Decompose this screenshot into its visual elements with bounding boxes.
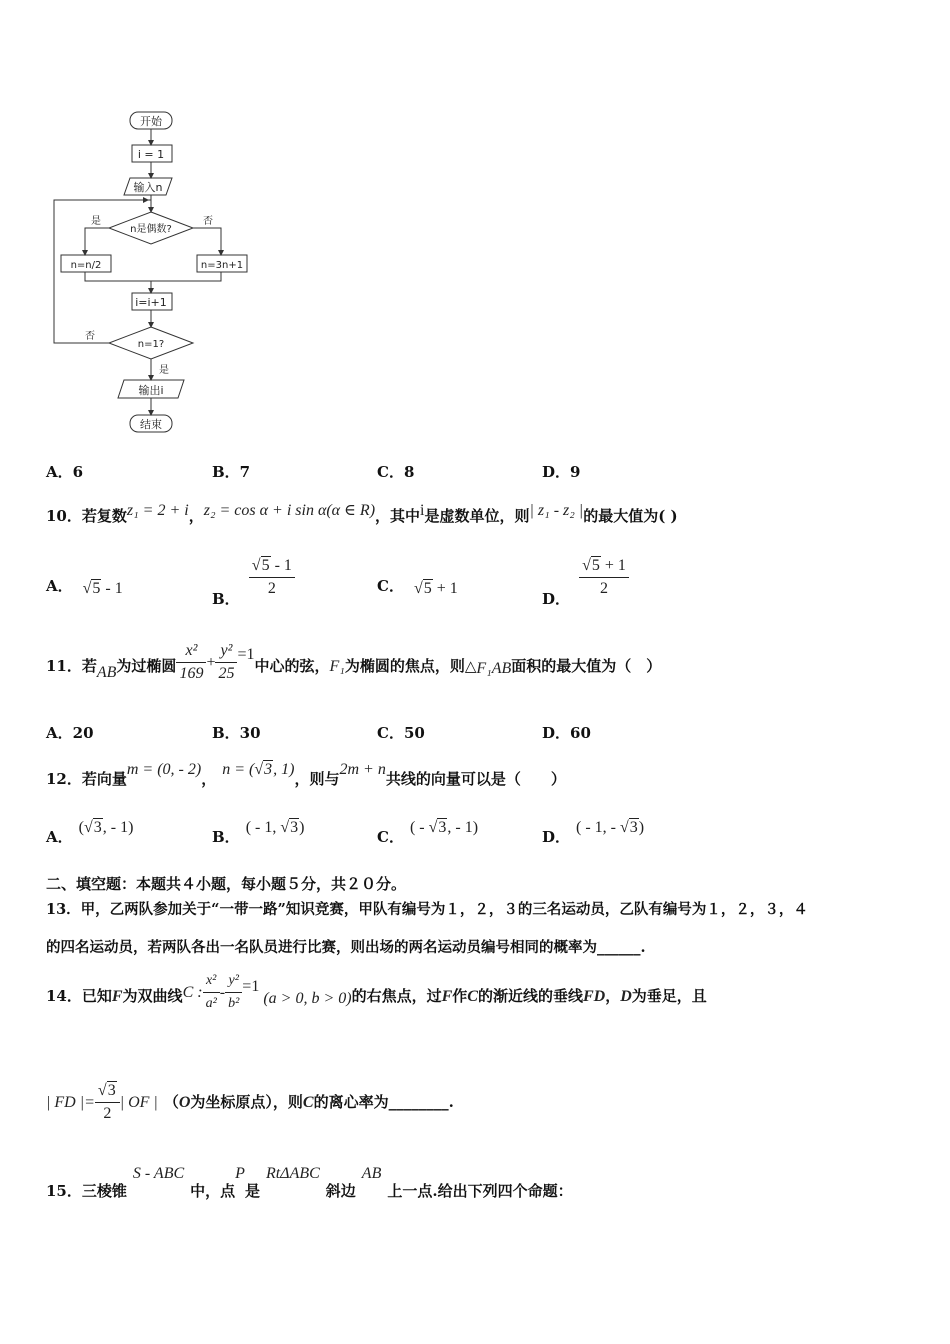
question-14 <box>46 970 707 1015</box>
q12-label-a: A． <box>46 828 73 846</box>
q11-t3: 为椭圆的焦点，则△ <box>344 657 477 675</box>
q10-tail: 的最大值为( ) <box>583 507 678 525</box>
flowchart-even-label: n=n/2 <box>70 260 102 271</box>
q14-y2: y² <box>225 970 242 993</box>
q14-o: O <box>178 1094 191 1111</box>
q9-option-c: C．8 <box>377 463 415 481</box>
flowchart-start-label: 开始 <box>140 115 162 128</box>
question-12: 12．若向量m = (0, - 2)，n = (√3, 1)，则与2m + n共线的向量可以是（ ） <box>46 761 566 788</box>
q12-b-radicand: 3 <box>290 819 299 836</box>
q12-label-d: D． <box>542 828 571 846</box>
flowchart-cond1-label: n是偶数? <box>130 224 172 235</box>
q14-x2: x² <box>203 970 220 993</box>
q14-t7: （ <box>163 1093 179 1111</box>
q14-t2: 的右焦点，过 <box>351 987 442 1005</box>
q12-b-post: ) <box>299 819 305 836</box>
q14-t3: 作 <box>452 987 468 1005</box>
q10-option-a: A． √5 - 1 <box>46 577 123 597</box>
q14-c: C : <box>182 984 203 1001</box>
q12-expr: 2m + n <box>339 761 386 778</box>
flowchart-end-label: 结束 <box>140 418 162 431</box>
q14-c3: C <box>302 1094 314 1111</box>
q14-d: D <box>620 988 632 1005</box>
q10-label-b: B． <box>212 590 240 608</box>
q14-f2: F <box>441 988 453 1005</box>
q10-d-rest: + 1 <box>600 557 626 574</box>
flowchart-cond2-label: n=1? <box>137 339 165 350</box>
q12-d-radicand: 3 <box>629 819 638 836</box>
q10-i: i <box>420 502 425 519</box>
q12-n-radicand: 3 <box>264 761 273 778</box>
q10-option-c: C． √5 + 1 <box>377 577 458 597</box>
q11-f1: F₁ <box>329 658 345 675</box>
q11-den1: 169 <box>179 665 204 682</box>
q13-line-1: 13．甲，乙两队参加关于“一带一路”知识竞赛，甲队有编号为１，２，３的三名运动员，乙队有编号为１，２，３，４ <box>46 901 808 918</box>
q10-z1: z₁ = 2 + i <box>126 502 189 519</box>
q10-b-radicand: 5 <box>261 557 270 574</box>
q10-d-den: 2 <box>600 580 609 597</box>
q12-a-radicand: 3 <box>93 819 102 836</box>
q10-c-radicand: 5 <box>423 580 432 597</box>
flowchart <box>40 105 280 440</box>
flowchart-odd-label: n=3n+1 <box>200 260 244 271</box>
flowchart-yes1-label: 是 <box>91 216 101 227</box>
q14-t8: 为坐标原点），则 <box>190 1093 303 1111</box>
q10-d-radicand: 5 <box>591 557 600 574</box>
q14-c2: C <box>467 988 478 1005</box>
q13-line-2: 的四名运动员，若两队各出一名队员进行比赛，则出场的两名运动员编号相同的概率为______. <box>46 939 646 956</box>
q15-number: 15．三棱锥 <box>46 1182 127 1200</box>
q11-plus: + <box>206 654 216 671</box>
q14-cond: (a > 0, b > 0) <box>263 990 352 1007</box>
q12-n-pre: n = ( <box>222 761 255 778</box>
q15-ab: AB <box>361 1165 382 1182</box>
q14-t6: 为垂足，且 <box>631 987 707 1005</box>
question-11 <box>46 640 661 685</box>
q14-fd-label: FD <box>582 988 606 1005</box>
section-2-heading: 二、填空题：本题共４小题，每小题５分，共２０分。 <box>46 875 407 893</box>
q12-d-post: ) <box>638 819 645 836</box>
q12-label-b: B． <box>212 828 240 846</box>
q14-t1: 为双曲线 <box>122 987 183 1005</box>
q14-two: 2 <box>103 1105 112 1122</box>
q12-a-post: , - 1) <box>102 819 134 836</box>
q10-b-rest: - 1 <box>270 557 292 574</box>
q11-option-b: B．30 <box>212 724 261 742</box>
question-15 <box>46 1162 573 1200</box>
q12-m: m = (0, - 2) <box>126 761 202 778</box>
q10-mid: ，其中 <box>375 507 421 525</box>
q12-comma: ， <box>201 770 217 788</box>
q12-label-c: C． <box>377 828 404 846</box>
q12-n-post: , 1) <box>273 761 295 778</box>
q10-label-c: C． <box>377 577 404 595</box>
q14-t5: ， <box>605 987 621 1005</box>
q14-t9: 的离心率为________. <box>313 1093 454 1111</box>
q10-a-rest: - 1 <box>101 580 123 597</box>
q15-sabc: S - ABC <box>132 1165 185 1182</box>
q12-option-b: B．( - 1, √3) <box>212 819 305 846</box>
q11-eq: =1 <box>237 646 255 663</box>
q14-a2: a² <box>205 996 217 1011</box>
q15-t1: 中，点 <box>190 1182 236 1200</box>
q10-abs: | z₁ - z₂ | <box>529 502 584 519</box>
flowchart-no2-label: 否 <box>85 331 95 342</box>
q14-b2: b² <box>228 996 240 1011</box>
q10-c-rest: + 1 <box>432 580 458 597</box>
q15-t3: 斜边 <box>325 1182 356 1200</box>
q11-ab: AB <box>96 664 117 681</box>
q14-sqrt3: 3 <box>107 1082 116 1099</box>
q12-t2: 共线的向量可以是（ ） <box>385 770 566 788</box>
q10-z2: z₂ = cos α + i sin α(α ∈ R) <box>203 502 376 519</box>
q12-t1: ，则与 <box>294 770 340 788</box>
q15-t2: 是 <box>244 1182 260 1200</box>
q10-b-den: 2 <box>267 580 276 597</box>
q14-fd: | FD |= <box>46 1094 95 1111</box>
q9-option-d: D．9 <box>542 463 581 481</box>
q9-option-b: B．7 <box>212 463 251 481</box>
q12-option-a: A．(√3, - 1) <box>46 819 134 846</box>
q14-f: F <box>111 988 123 1005</box>
q9-option-a: A．6 <box>46 463 84 481</box>
q14-minus: - <box>219 984 226 1001</box>
q11-y2: y² <box>215 640 237 663</box>
q12-c-post: , - 1) <box>447 819 479 836</box>
q12-c-pre: ( - <box>409 819 429 836</box>
q10-mid2: 是虚数单位，则 <box>424 507 530 525</box>
q10-option-d: D． $\frac{√5 + 1}{2}$ <box>542 555 629 600</box>
q11-t1: 为过椭圆 <box>116 657 177 675</box>
q11-option-c: C．50 <box>377 724 425 742</box>
q12-option-d: D．( - 1, - √3) <box>542 819 645 846</box>
q11-t4: 面积的最大值为（ ） <box>511 657 662 675</box>
q12-option-c: C．( - √3, - 1) <box>377 819 479 846</box>
question-10 <box>46 500 678 526</box>
q12-number: 12．若向量 <box>46 770 127 788</box>
q10-label-a: A． <box>46 577 73 595</box>
q10-number: 10．若复数 <box>46 507 127 525</box>
q14-line-2: | FD |= $\frac{√3}{2}$ | OF | （O为坐标原点），则C的离心率为________. <box>46 1080 454 1125</box>
q11-option-a: A．20 <box>46 724 94 742</box>
q12-b-pre: ( - 1, <box>245 819 281 836</box>
q12-d-pre: ( - 1, - <box>576 819 620 836</box>
q10-option-b: B． $\frac{√5 - 1}{2}$ <box>212 555 295 600</box>
q14-eq: =1 <box>242 978 260 995</box>
flowchart-init-label: i = 1 <box>137 148 165 161</box>
q11-option-d: D．60 <box>542 724 591 742</box>
q12-a-pre: ( <box>78 819 84 836</box>
q14-t4: 的渐近线的垂线 <box>477 987 583 1005</box>
q11-number: 11．若 <box>46 657 97 675</box>
q11-t2: 中心的弦， <box>254 657 330 675</box>
q10-a-radicand: 5 <box>92 580 101 597</box>
q15-rt: RtΔABC <box>265 1165 320 1182</box>
q15-p: P <box>235 1165 245 1182</box>
q12-c-radicand: 3 <box>438 819 447 836</box>
q11-den2: 25 <box>218 665 235 682</box>
q15-t4: 上一点.给出下列四个命题： <box>387 1182 573 1200</box>
q14-of: | OF | <box>119 1094 158 1111</box>
q11-f1ab: F₁AB <box>476 660 512 677</box>
q10-label-d: D． <box>542 590 571 608</box>
flowchart-yes2-label: 是 <box>159 365 169 376</box>
flowchart-no1-label: 否 <box>203 216 213 227</box>
flowchart-output-label: 输出i <box>138 384 164 397</box>
q14-number: 14．已知 <box>46 987 112 1005</box>
q11-x2: x² <box>176 640 206 663</box>
flowchart-input-label: 输入n <box>133 181 163 194</box>
q10-comma: ， <box>188 507 204 525</box>
flowchart-increment-label: i=i+1 <box>135 296 167 309</box>
